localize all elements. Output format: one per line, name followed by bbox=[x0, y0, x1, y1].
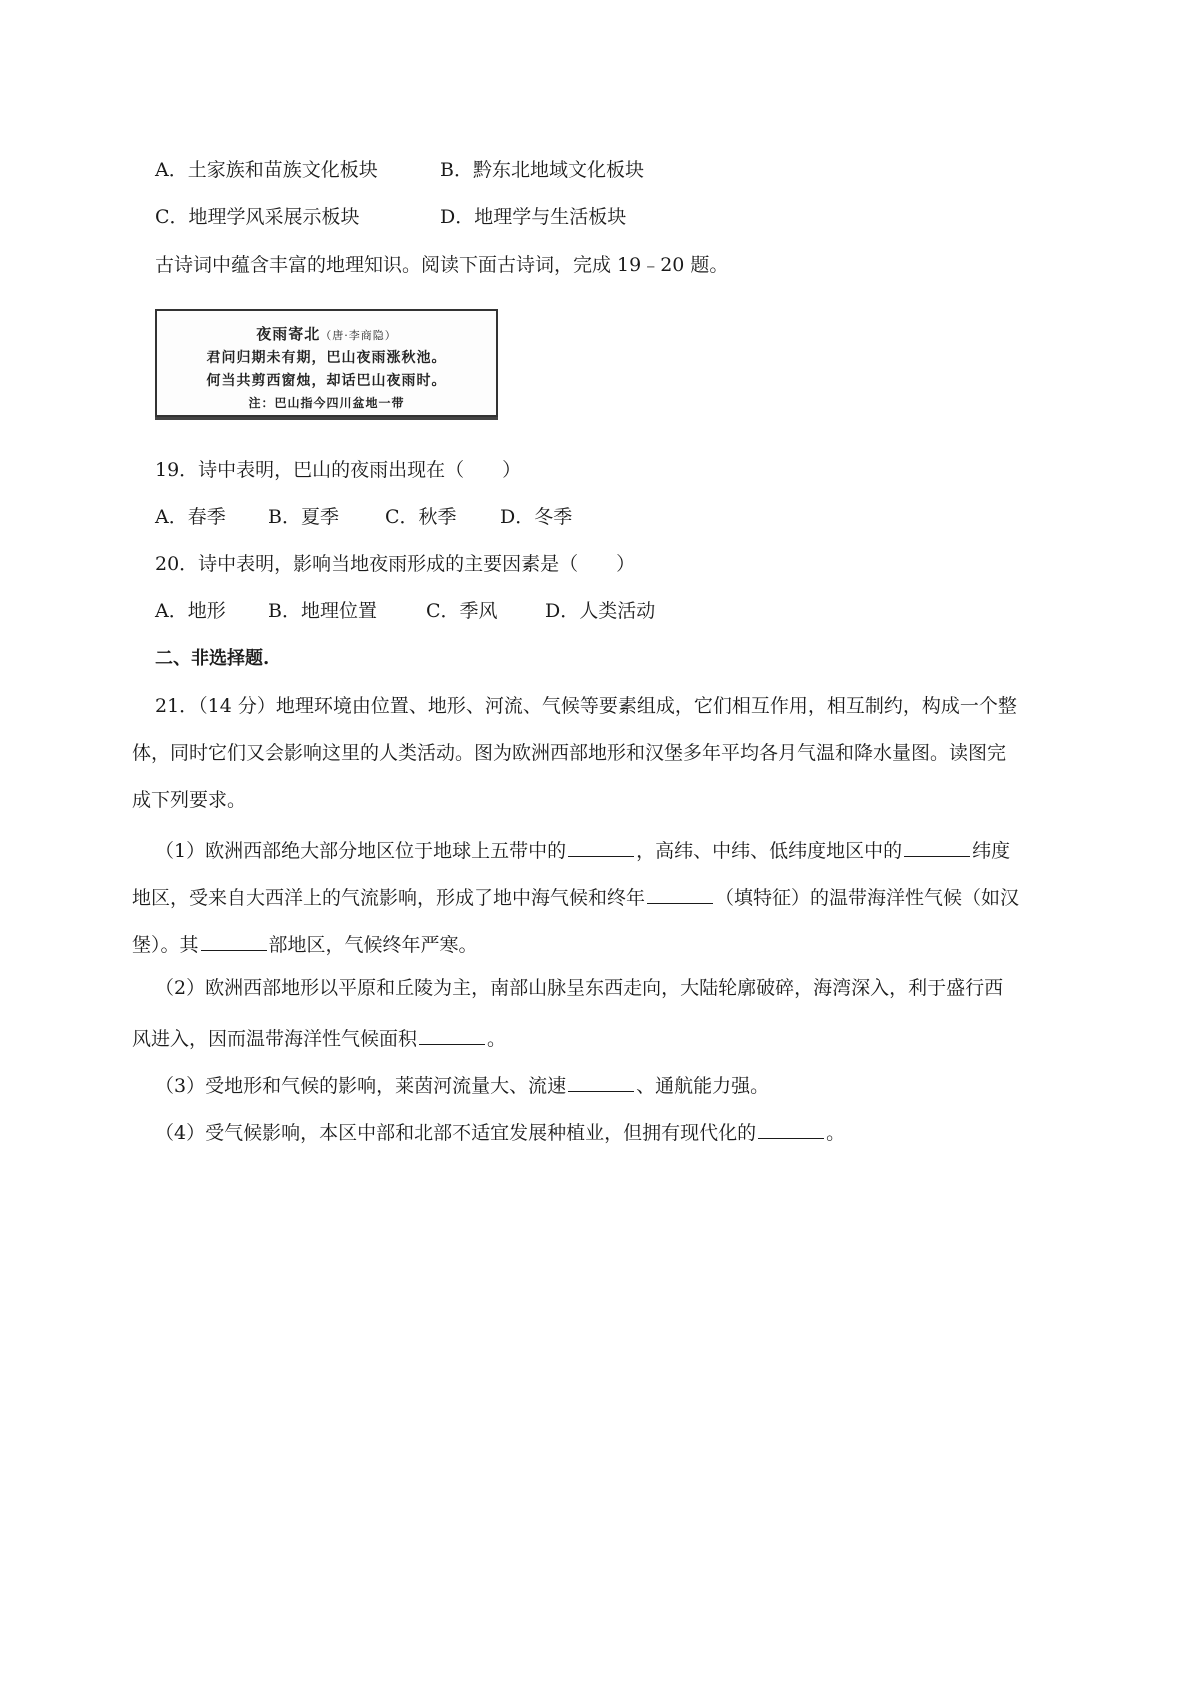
q19-stem: 19．诗中表明，巴山的夜雨出现在（ ） bbox=[155, 459, 522, 481]
q21-p1-text-b: ，高纬、中纬、低纬度地区中的 bbox=[636, 840, 903, 862]
q21-p3-text-a: （3）受地形和气候的影响，莱茵河流量大、流速 bbox=[155, 1075, 567, 1097]
section2-title: 二、非选择题. bbox=[155, 648, 270, 669]
q19-options bbox=[0, 508, 1200, 530]
q21-p4-text-b: 。 bbox=[826, 1122, 846, 1144]
q19-option-a: A．春季 bbox=[155, 506, 226, 528]
q21-part3 bbox=[155, 1073, 769, 1096]
q21-p2-blank bbox=[419, 1026, 485, 1045]
q21-p3-blank bbox=[568, 1073, 634, 1092]
q18-option-a: A．土家族和苗族文化板块 bbox=[155, 159, 378, 181]
q18-option-b: B．黔东北地域文化板块 bbox=[440, 159, 644, 181]
q19-option-c: C．秋季 bbox=[385, 506, 457, 528]
q21-line1: 21．（14 分）地理环境由位置、地形、河流、气候等要素组成，它们相互作用，相互制约，构成一个整 bbox=[155, 695, 1017, 717]
q18-options-row1 bbox=[0, 161, 1200, 183]
q21-p1-blank-2 bbox=[904, 838, 970, 857]
q20-option-d: D．人类活动 bbox=[545, 600, 656, 622]
q21-p1-text-e: （填特征）的温带海洋性气候（如汉 bbox=[715, 887, 1020, 909]
q21-part4 bbox=[155, 1120, 845, 1143]
q20-options bbox=[0, 602, 1200, 624]
q18-options-row2 bbox=[0, 208, 1200, 230]
q21-part1-line3 bbox=[132, 932, 478, 955]
q21-p2-text-c: 。 bbox=[487, 1028, 507, 1050]
q21-p1-blank-3 bbox=[647, 885, 713, 904]
q21-line2: 体，同时它们又会影响这里的人类活动。图为欧洲西部地形和汉堡多年平均各月气温和降水量图。读图完 bbox=[132, 742, 1007, 764]
poem-line-1: 君问归期未有期，巴山夜雨涨秋池。 bbox=[206, 350, 447, 366]
poem-line-2: 何当共剪西窗烛，却话巴山夜雨时。 bbox=[206, 373, 447, 389]
q21-p4-text-a: （4）受气候影响，本区中部和北部不适宜发展种植业，但拥有现代化的 bbox=[155, 1122, 757, 1144]
intro-19-20: 古诗词中蕴含丰富的地理知识。阅读下面古诗词，完成 19﹣20 题。 bbox=[155, 254, 729, 276]
q19-option-d: D．冬季 bbox=[500, 506, 573, 528]
q21-part2-line2 bbox=[132, 1026, 506, 1049]
q21-part1-line2 bbox=[132, 885, 1019, 908]
poem-title: 夜雨寄北 bbox=[256, 325, 321, 343]
q21-p1-text-d: 地区，受来自大西洋上的气流影响，形成了地中海气候和终年 bbox=[132, 887, 646, 909]
q21-p1-blank-1 bbox=[568, 838, 634, 857]
q21-p1-text-a: （1）欧洲西部绝大部分地区位于地球上五带中的 bbox=[155, 840, 567, 862]
poem-title-line bbox=[157, 323, 496, 344]
q21-part2-line1: （2）欧洲西部地形以平原和丘陵为主，南部山脉呈东西走向，大陆轮廓破碎，海湾深入，利于盛行西 bbox=[155, 977, 1004, 999]
q21-p2-text-b: 风进入，因而温带海洋性气候面积 bbox=[132, 1028, 418, 1050]
poem-author: （唐·李商隐） bbox=[320, 329, 397, 342]
q19-option-b: B．夏季 bbox=[268, 506, 339, 528]
q20-stem: 20．诗中表明，影响当地夜雨形成的主要因素是（ ） bbox=[155, 553, 636, 575]
q21-line3: 成下列要求。 bbox=[132, 789, 247, 811]
q21-p1-text-c: 纬度 bbox=[972, 840, 1011, 862]
q21-p4-blank bbox=[758, 1120, 824, 1139]
q18-option-d: D．地理学与生活板块 bbox=[440, 206, 627, 228]
q20-option-a: A．地形 bbox=[155, 600, 226, 622]
poem-note: 注：巴山指今四川盆地一带 bbox=[248, 396, 405, 410]
poem-image bbox=[155, 309, 498, 417]
q21-part1-line1 bbox=[155, 838, 1010, 861]
q21-p1-text-f: 堡）。其 bbox=[132, 934, 199, 956]
q21-p1-blank-4 bbox=[201, 932, 267, 951]
q20-option-c: C．季风 bbox=[426, 600, 498, 622]
q21-p1-text-g: 部地区，气候终年严寒。 bbox=[268, 934, 478, 956]
q21-p3-text-b: 、通航能力强。 bbox=[636, 1075, 770, 1097]
q20-option-b: B．地理位置 bbox=[268, 600, 377, 622]
q18-option-c: C．地理学风采展示板块 bbox=[155, 206, 360, 228]
